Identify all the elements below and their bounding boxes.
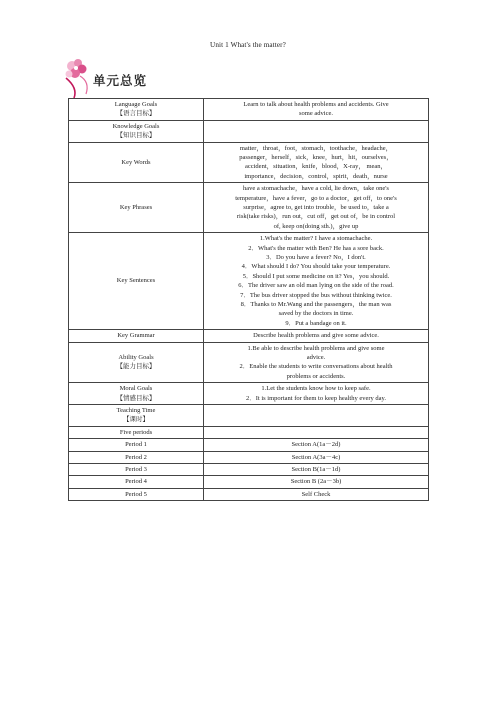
row-content-line: 1.What's the matter? I have a stomachache. [259,235,373,243]
row-content-line: have a stomachache，have a cold, lie down，take one's [243,185,389,193]
row-label-cell [69,451,204,463]
row-content-line: 2．It is important for them to keep healthy every day. [245,394,386,402]
row-label: 【知识目标】 [116,132,156,140]
table-row [69,342,429,383]
row-label-cell [69,342,204,383]
row-label-cell [69,142,204,183]
row-content-cell [204,451,429,463]
row-content-cell [204,404,429,426]
row-label: Knowledge Goals [112,122,160,130]
row-content-line: 7．The bus driver stopped the bus without thinking twice. [240,291,392,299]
row-label-cell [69,404,204,426]
row-label: Period 4 [125,478,147,486]
row-content-line: surprise，agree to, get into trouble，be used to，take a [243,203,389,211]
row-label: Key Grammar [117,332,155,340]
row-content-cell [204,342,429,383]
row-content-cell [204,383,429,405]
row-label: Key Sentences [116,277,156,285]
row-content-line: accident，situation，knife，blood，X-ray， mean， [244,163,388,171]
table-row [69,476,429,488]
row-content-line: 3．Do you have a fever? No，I don't. [266,253,366,261]
row-content-line: Self Check [301,490,331,498]
table-row [69,142,429,183]
row-content-line: of, keep on(doing sth.)，give up [273,222,359,230]
row-label: Moral Goals [119,385,153,393]
row-label: 【课时】 [123,416,149,424]
row-content-line: importance，decision，control，spirit，death，nurse [244,172,388,180]
row-content-line: 5．Should I put some medicine on it? Yes，you should. [242,272,390,280]
table-row [69,488,429,500]
row-content-line: advice. [306,353,326,361]
row-content-line: saved by the doctors in time. [278,310,354,318]
row-label-cell [69,476,204,488]
row-content-cell [204,233,429,330]
row-content-cell [204,488,429,500]
row-content-cell [204,476,429,488]
unit-plan-table [68,98,429,501]
row-label-cell [69,463,204,475]
banner-title: 单元总览 [93,73,148,88]
row-label-cell [69,233,204,330]
row-content-cell [204,426,429,438]
row-label-cell [69,183,204,233]
row-content-line: 9．Put a bandage on it. [285,319,347,327]
row-content-line: 6．The driver saw an old man lying on the side of the road. [238,282,394,290]
row-content-line: Section A(1a－2d) [291,441,341,449]
row-label: 【情感目标】 [116,394,156,402]
row-content-cell [204,142,429,183]
row-label-cell [69,488,204,500]
row-content-cell [204,439,429,451]
row-label: Period 2 [125,453,147,461]
table-row [69,120,429,142]
row-content-line: some advice. [299,110,333,118]
row-label: Ability Goals [118,353,154,361]
row-content-line: Learn to talk about health problems and accidents. Give [243,100,389,108]
row-content-line: Section B (2a－3b) [290,478,342,486]
row-content-line: 1.Be able to describe health problems and give some [247,344,385,352]
row-content-line: problems or accidents. [286,372,346,380]
table-row [69,426,429,438]
row-label-cell [69,439,204,451]
table-row [69,439,429,451]
row-label: Period 1 [125,441,147,449]
row-label-cell [69,99,204,121]
row-label: Language Goals [114,100,158,108]
row-content-line: matter，throat，foot，stomach，toothache，headache， [239,144,393,152]
row-content-cell [204,463,429,475]
table-row [69,233,429,330]
row-content-cell [204,99,429,121]
row-content-cell [204,183,429,233]
row-content-line: passenger，herself，sick，knee，hurt，hit，ourselves， [239,153,393,161]
table-row [69,404,429,426]
row-label: Key Phrases [119,203,153,211]
row-label: Key Words [121,158,151,166]
row-content-line: Describe health problems and give some advice. [253,332,379,340]
table-row [69,383,429,405]
row-label: Period 3 [125,465,147,473]
row-content-cell [204,330,429,342]
page-title: Unit 1 What's the matter? [210,41,286,49]
row-label: 【语言目标】 [116,110,156,118]
row-label: Period 5 [125,490,147,498]
row-content-cell [204,120,429,142]
row-label-cell [69,330,204,342]
table-row [69,451,429,463]
row-label: 【能力目标】 [116,363,156,371]
row-content-line: 1.Let the students know how to keep safe. [261,385,371,393]
row-label: Five periods [119,428,153,436]
row-content-line: 2．What's the matter with Ben? He has a sore back. [248,244,384,252]
table-row [69,330,429,342]
table-row [69,99,429,121]
table-row [69,183,429,233]
row-content-line: Section B(1a－1d) [291,465,341,473]
row-content-line: 8．Thanks to Mr.Wang and the passengers，the man was [240,301,392,308]
row-content-line: temperature，have a fever，go to a doctor，get off，to one's [235,194,397,202]
row-content-line: risk(take risks)，run out，cut off，get out of，be in control [236,213,396,221]
unit-overview-banner [60,58,180,100]
row-content-line: 2．Enable the students to write conversations about health [239,363,393,371]
row-content-line: 4．What should I do? You should take your temperature. [241,263,391,271]
row-label-cell [69,383,204,405]
row-label-cell [69,426,204,438]
row-content-line: Section A(3a－4c) [291,453,341,461]
row-label-cell [69,120,204,142]
row-label: Teaching Time [116,406,156,414]
table-row [69,463,429,475]
